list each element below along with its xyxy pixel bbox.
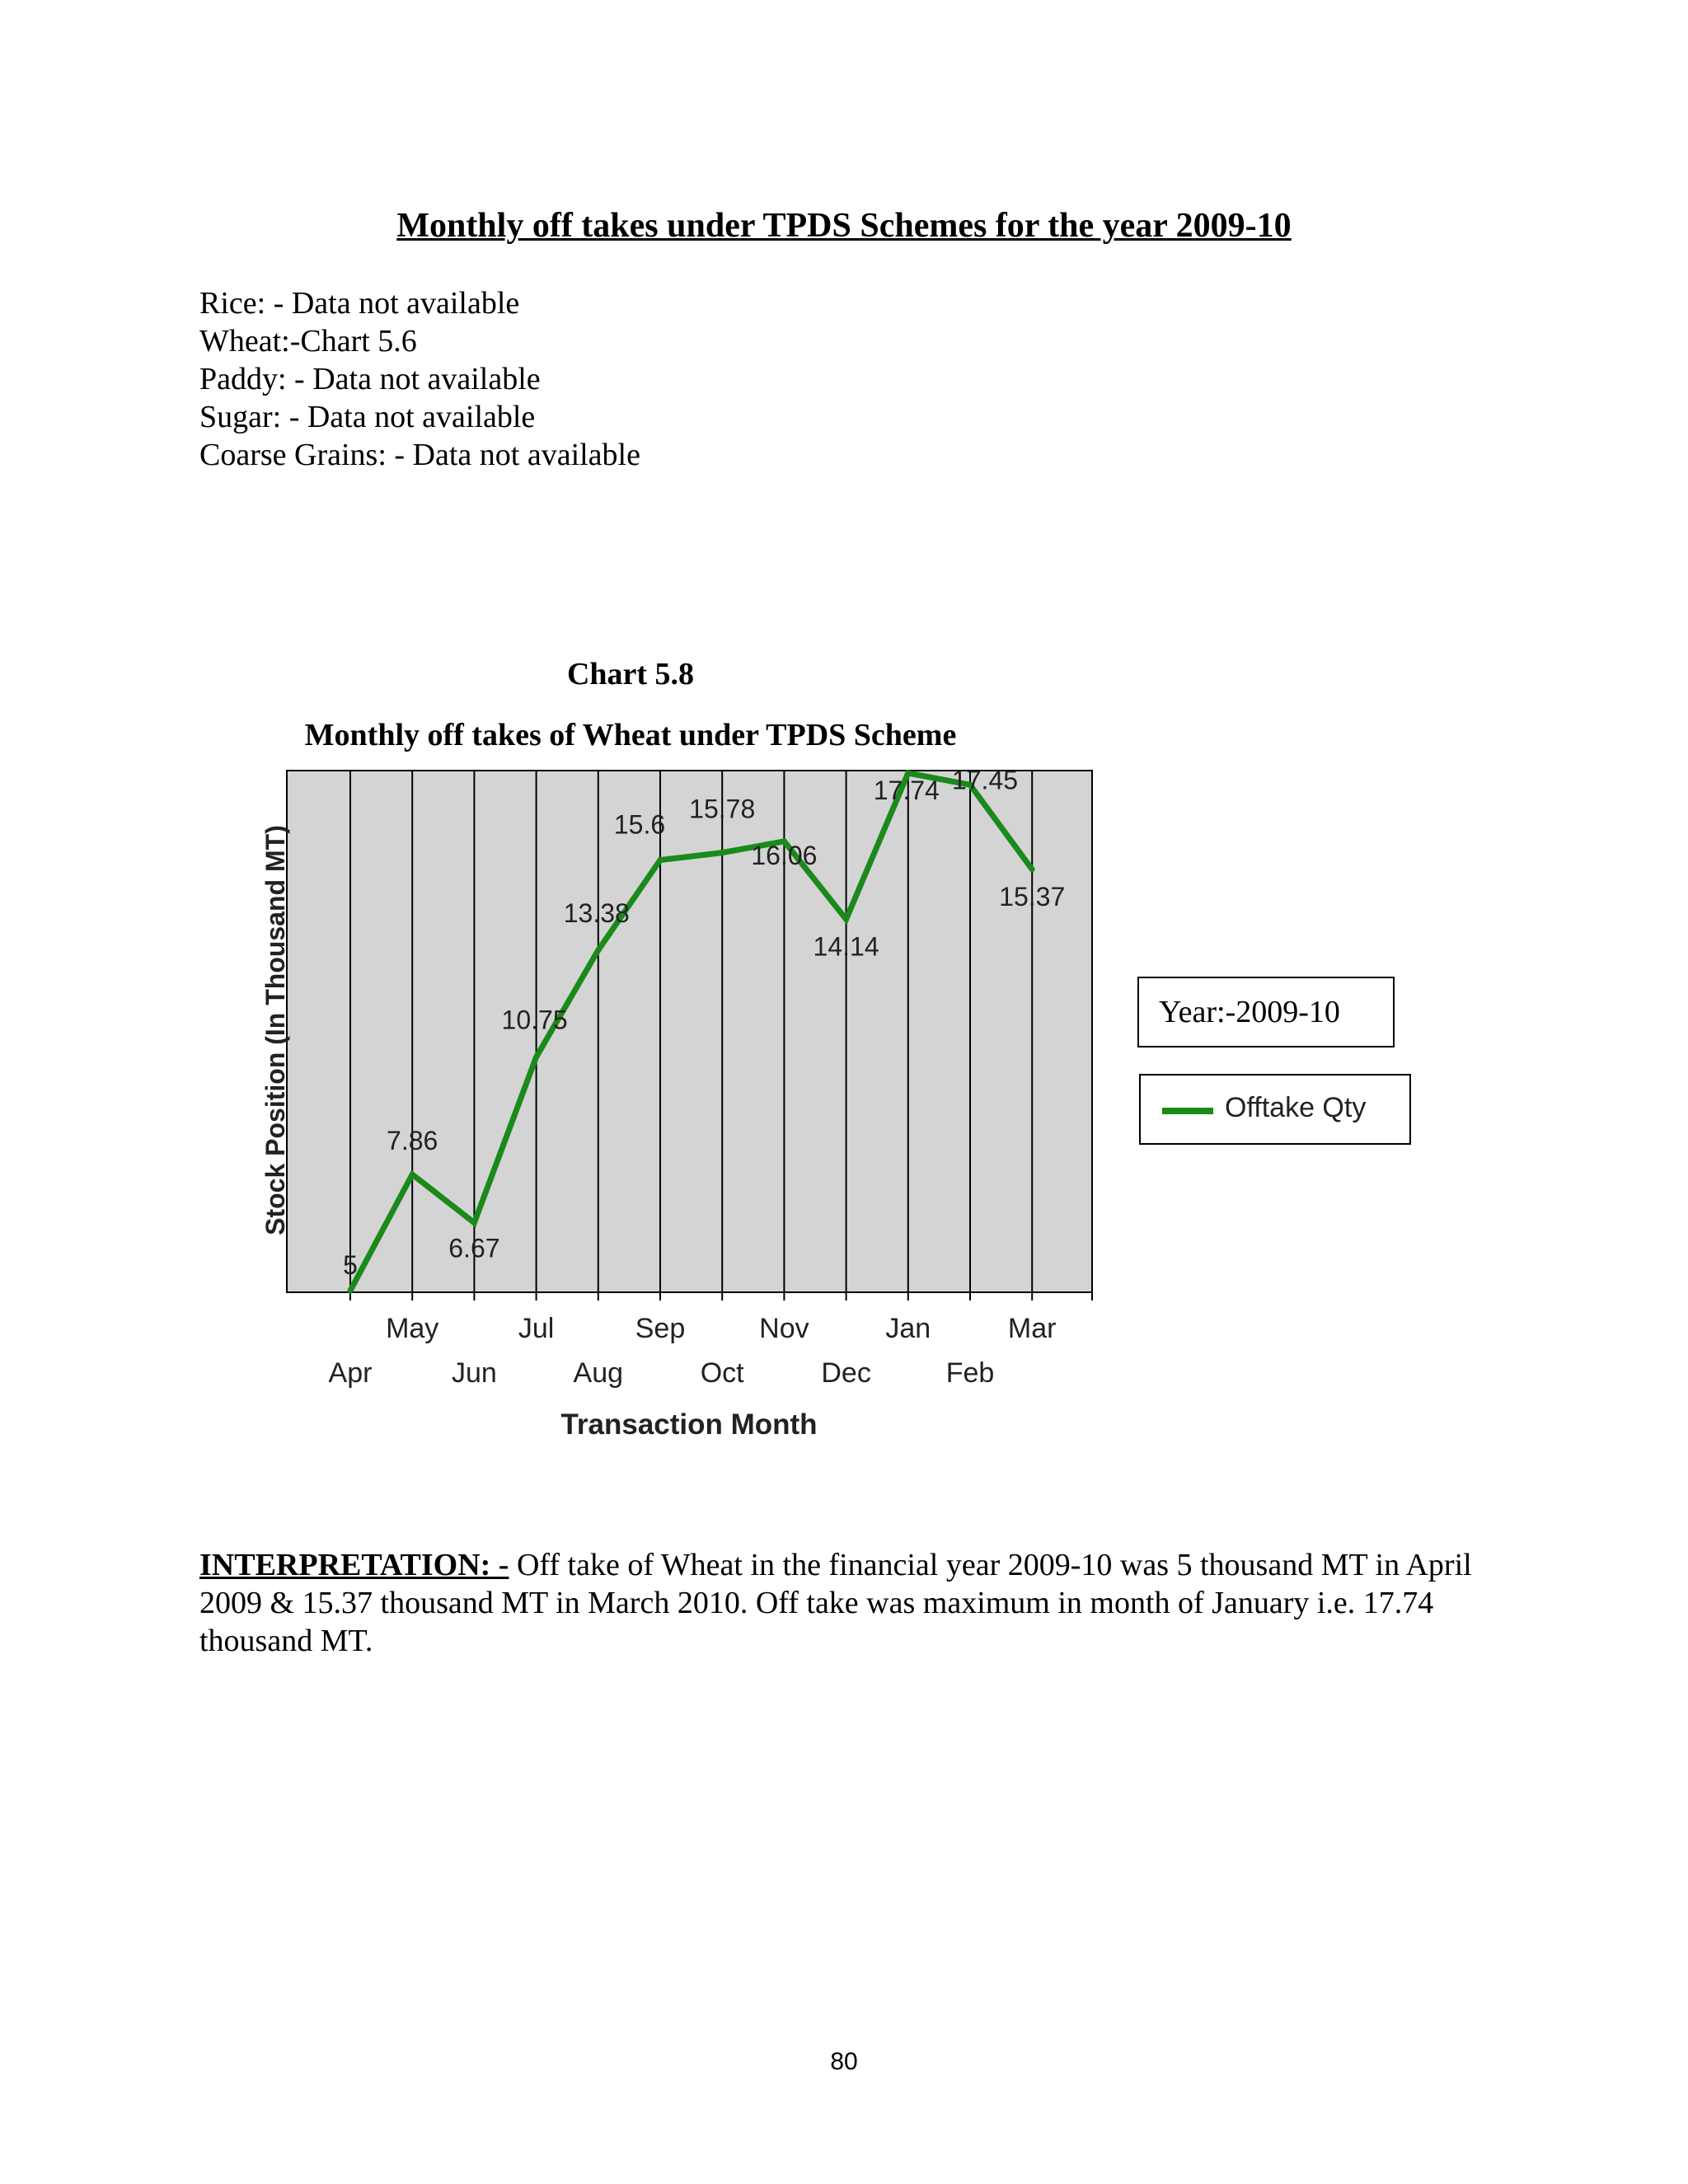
- data-label-jul: 10.75: [501, 1005, 568, 1035]
- data-point-jun: [471, 1220, 477, 1226]
- x-tick-label-dec: Dec: [821, 1357, 871, 1389]
- data-label-aug: 13.38: [563, 898, 630, 928]
- interpretation-heading: INTERPRETATION: -: [199, 1548, 509, 1582]
- data-point-aug: [595, 947, 601, 953]
- page-title: Monthly off takes under TPDS Schemes for the year 2009-10: [396, 207, 1292, 245]
- x-axis-label: Transaction Month: [560, 1408, 818, 1441]
- x-tick-label-apr: Apr: [328, 1357, 373, 1389]
- chart-heading: Chart 5.8: [566, 657, 695, 691]
- data-label-nov: 16.06: [751, 840, 818, 870]
- x-tick-label-aug: Aug: [573, 1357, 624, 1389]
- year-label: Year:-2009-10: [1137, 977, 1395, 1047]
- data-label-feb: 17.45: [951, 765, 1019, 795]
- commodity-paddy: Paddy: - Data not available: [199, 362, 541, 396]
- chart-legend: [1139, 1074, 1411, 1145]
- data-point-dec: [843, 916, 849, 922]
- data-label-sep: 15.6: [613, 809, 666, 840]
- legend-swatch-offtake: [1162, 1108, 1213, 1114]
- legend-label-offtake: Offtake Qty: [1225, 1092, 1367, 1123]
- plot-area: [287, 771, 1092, 1292]
- data-label-jan: 17.74: [873, 776, 940, 805]
- x-tick-label-jul: Jul: [518, 1313, 555, 1344]
- x-tick-label-jun: Jun: [451, 1357, 497, 1389]
- data-label-oct: 15.78: [689, 794, 756, 824]
- x-tick-label-may: May: [386, 1313, 439, 1344]
- x-tick-label-sep: Sep: [635, 1313, 686, 1344]
- commodity-coarse-grains: Coarse Grains: - Data not available: [199, 438, 640, 472]
- commodity-sugar: Sugar: - Data not available: [199, 400, 536, 434]
- interpretation-paragraph: [199, 1546, 1485, 1660]
- data-point-mar: [1029, 866, 1035, 872]
- data-point-apr: [348, 1288, 354, 1294]
- data-point-sep: [658, 857, 663, 863]
- x-tick-label-mar: Mar: [1007, 1313, 1057, 1344]
- x-tick-label-feb: Feb: [945, 1357, 995, 1389]
- data-label-mar: 15.37: [999, 881, 1066, 912]
- commodity-wheat: Wheat:-Chart 5.6: [199, 324, 417, 359]
- data-point-may: [410, 1172, 415, 1178]
- interpretation-text: Off take of Wheat in the financial year 2009-10 was 5 thousand MT in April 2009 & 15.37 thousand MT in March 2010. Off take was maximum in month of January i.e. 17.74 thousand MT.: [199, 1548, 1472, 1658]
- data-label-apr: 5: [343, 1250, 358, 1280]
- x-tick-label-jan: Jan: [885, 1313, 931, 1344]
- data-point-jul: [533, 1054, 539, 1060]
- data-point-oct: [720, 850, 725, 855]
- page-number: 80: [830, 2048, 858, 2075]
- data-label-dec: 14.14: [813, 931, 879, 962]
- x-tick-label-oct: Oct: [700, 1357, 744, 1389]
- data-label-may: 7.86: [387, 1126, 438, 1156]
- y-axis-label: Stock Position (In Thousand MT): [260, 825, 290, 1235]
- chart-subheading: Monthly off takes of Wheat under TPDS Scheme: [304, 718, 957, 752]
- data-label-jun: 6.67: [448, 1233, 500, 1263]
- commodity-rice: Rice: - Data not available: [199, 286, 520, 321]
- x-tick-label-nov: Nov: [759, 1313, 809, 1344]
